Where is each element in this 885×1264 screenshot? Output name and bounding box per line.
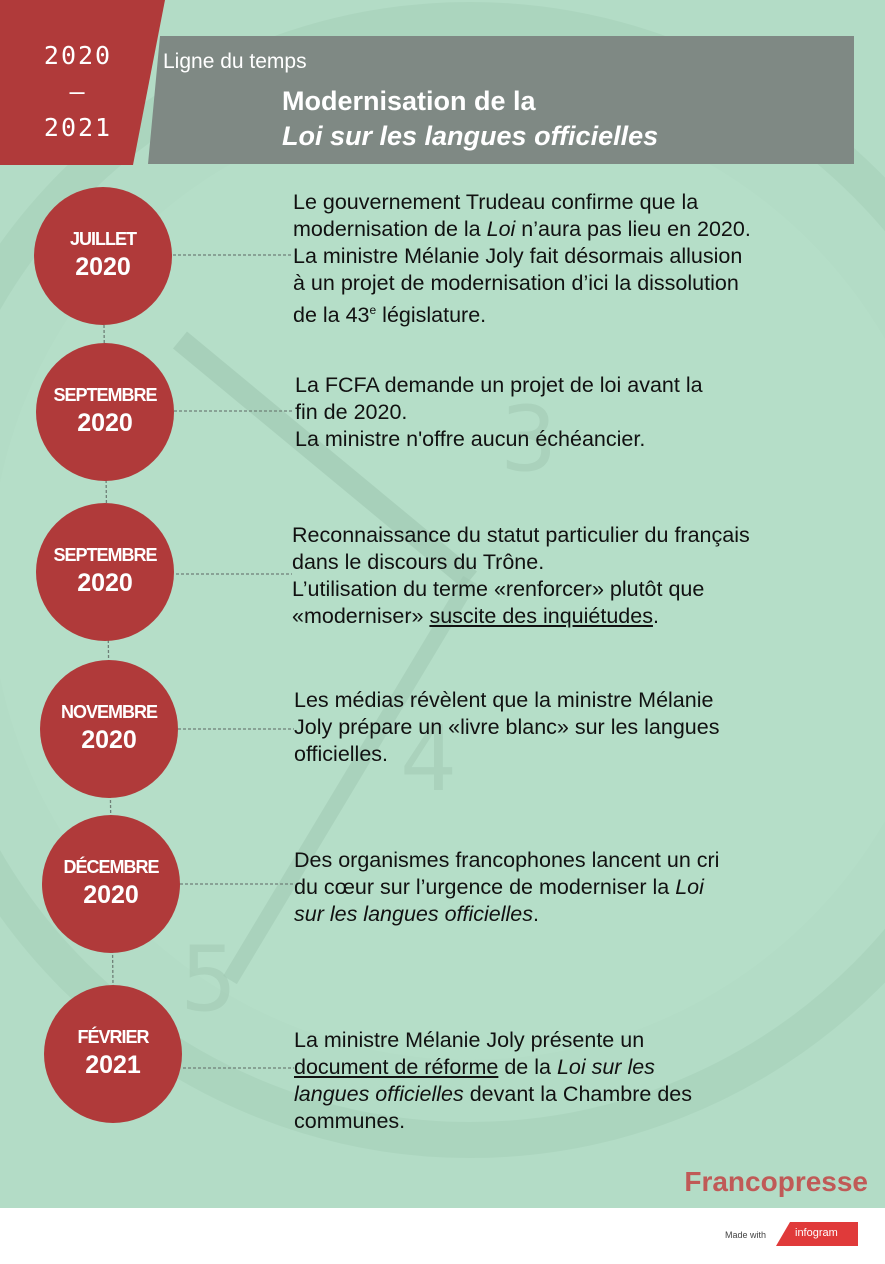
event-text-line: dans le discours du Trône. (292, 550, 545, 574)
event-text-italic: sur les langues officielles (294, 902, 534, 926)
event-text-line: communes. (294, 1109, 406, 1133)
event-text-line: modernisation de la (293, 217, 487, 241)
year-end: 2021 (43, 113, 113, 142)
event-text-italic: Loi sur les (556, 1055, 655, 1079)
event-text-italic: Loi (486, 217, 516, 241)
event-month: NOVEMBRE (60, 702, 157, 722)
event-text-italic: Loi (675, 875, 704, 899)
event-text-2 (295, 372, 703, 453)
event-text-line: La FCFA demande un projet de loi avant la (295, 373, 703, 397)
year-dash: – (69, 77, 87, 106)
document-de-reforme-link[interactable]: document de réforme (294, 1055, 499, 1079)
kicker-label: Ligne du temps (163, 50, 307, 73)
event-year: 2020 (77, 569, 133, 597)
event-month: SEPTEMBRE (53, 545, 157, 565)
event-year: 2020 (75, 253, 131, 281)
event-month: SEPTEMBRE (53, 385, 157, 405)
event-text-line: devant la Chambre des (463, 1082, 692, 1106)
made-with-label: Made with (725, 1230, 767, 1240)
francopresse-brand: Francopresse (684, 1166, 868, 1197)
event-text-line: fin de 2020. (295, 400, 408, 424)
event-year: 2020 (83, 881, 139, 909)
svg-text:5: 5 (180, 927, 238, 1032)
event-year: 2020 (81, 726, 137, 754)
event-text-line: Reconnaissance du statut particulier du français (292, 523, 750, 547)
infogram-logo-text[interactable]: infogram (795, 1227, 838, 1239)
date-circle-decembre-2020 (42, 815, 180, 953)
event-text-line: L’utilisation du terme «renforcer» plutôt que (292, 577, 705, 601)
event-text-line: officielles. (294, 742, 389, 766)
event-text-3 (292, 522, 750, 630)
page-title-line2: Loi sur les langues officielles (282, 121, 659, 151)
event-month: FÉVRIER (77, 1027, 149, 1047)
svg-text:4: 4 (400, 707, 458, 812)
event-text-line: du cœur sur l’urgence de moderniser la (294, 875, 676, 899)
event-text-5 (294, 847, 719, 928)
event-text-line: n’aura pas lieu en 2020. (515, 217, 751, 241)
event-text-4 (294, 687, 719, 768)
event-text-line: Les médias révèlent que la ministre Mélanie (294, 688, 714, 712)
footer (0, 1208, 885, 1264)
event-text-line: «moderniser» (292, 604, 430, 628)
event-year: 2020 (77, 409, 133, 437)
event-text-line: La ministre Mélanie Joly présente un (294, 1028, 645, 1052)
event-text-line: législature. (376, 303, 487, 328)
date-circle-fevrier-2021 (44, 985, 182, 1123)
event-text-italic: langues officielles (294, 1082, 464, 1106)
date-circle-septembre-2020-a (36, 343, 174, 481)
page-title-line1: Modernisation de la (282, 86, 536, 116)
date-circle-novembre-2020 (40, 660, 178, 798)
event-year: 2021 (85, 1051, 141, 1079)
event-text-6 (294, 1027, 692, 1135)
event-text-1 (293, 189, 751, 329)
event-text-line: La ministre Mélanie Joly fait désormais allusion (293, 244, 743, 268)
event-text-line: . (533, 902, 539, 926)
event-text-line: . (652, 604, 659, 628)
event-text-line: Joly prépare un «livre blanc» sur les langues (294, 715, 720, 739)
event-text-line: de la (498, 1055, 557, 1079)
inquietudes-link[interactable]: suscite des inquiétudes (429, 604, 653, 628)
date-circle-juillet-2020 (34, 187, 172, 325)
event-month: JUILLET (69, 229, 136, 249)
year-start: 2020 (43, 41, 113, 70)
svg-text:3: 3 (500, 387, 558, 492)
event-text-line: Le gouvernement Trudeau confirme que la (293, 190, 699, 214)
event-text-line: de la 43 (293, 303, 370, 328)
event-text-line: Des organismes francophones lancent un cri (294, 848, 720, 872)
date-circle-septembre-2020-b (36, 503, 174, 641)
event-text-line: La ministre n'offre aucun échéancier. (295, 427, 646, 451)
event-month: DÉCEMBRE (63, 857, 159, 877)
event-text-line: à un projet de modernisation d’ici la dissolution (293, 271, 739, 295)
superscript: e (369, 303, 377, 317)
